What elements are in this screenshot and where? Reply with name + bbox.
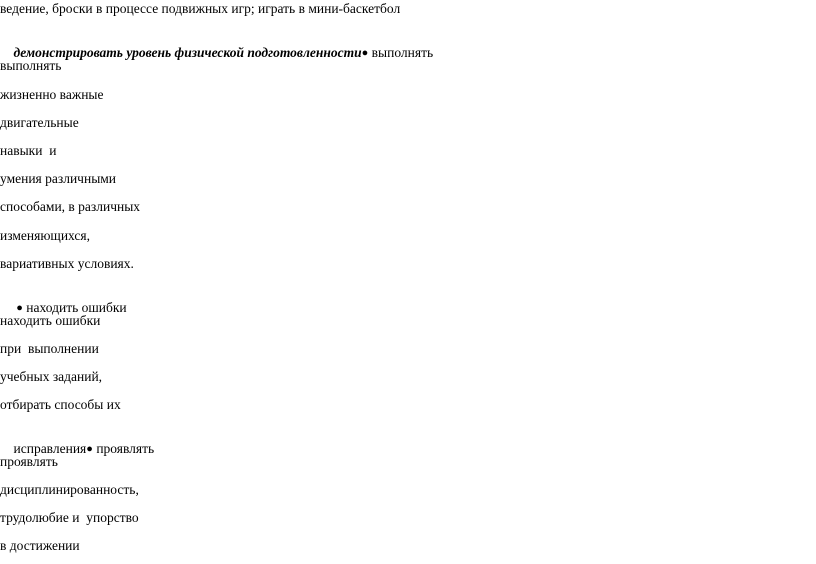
- text-line: двигательные: [0, 115, 79, 130]
- text-line: учебных заданий,: [0, 369, 103, 384]
- text-line: навыки и: [0, 143, 57, 158]
- text-line: отбирать способы их: [0, 397, 121, 412]
- bullet-icon: ●: [86, 443, 93, 455]
- text-line: при выполнении: [0, 341, 99, 356]
- text-line: трудолюбие и упорство: [0, 510, 139, 525]
- text-line: ведение, броски в процессе подвижных игр; играть в мини-баскетбол: [0, 1, 401, 16]
- text-line: изменяющихся,: [0, 228, 90, 243]
- bullet-icon: ●: [361, 47, 369, 59]
- text-line: жизненно важные: [0, 87, 104, 102]
- text-line: выполнять: [0, 58, 62, 73]
- text-line: находить ошибки: [0, 313, 101, 328]
- text-line: [0, 29, 433, 78]
- bold-italic-text: демонстрировать уровень физической подготовленности: [13, 45, 362, 60]
- text-fragment: проявлять: [92, 441, 155, 456]
- text-line: дисциплинированность,: [0, 482, 139, 497]
- text-line: способами, в различных: [0, 199, 141, 214]
- text-fragment: находить ошибки: [22, 300, 127, 315]
- text-fragment: исправления: [13, 441, 87, 456]
- text-line: проявлять: [0, 454, 58, 469]
- text-fragment: выполнять: [368, 45, 434, 60]
- bullet-icon: ●: [13, 302, 23, 314]
- text-line: вариативных условиях.: [0, 256, 134, 271]
- text-line: в достижении: [0, 538, 80, 553]
- text-line: умения различными: [0, 171, 117, 186]
